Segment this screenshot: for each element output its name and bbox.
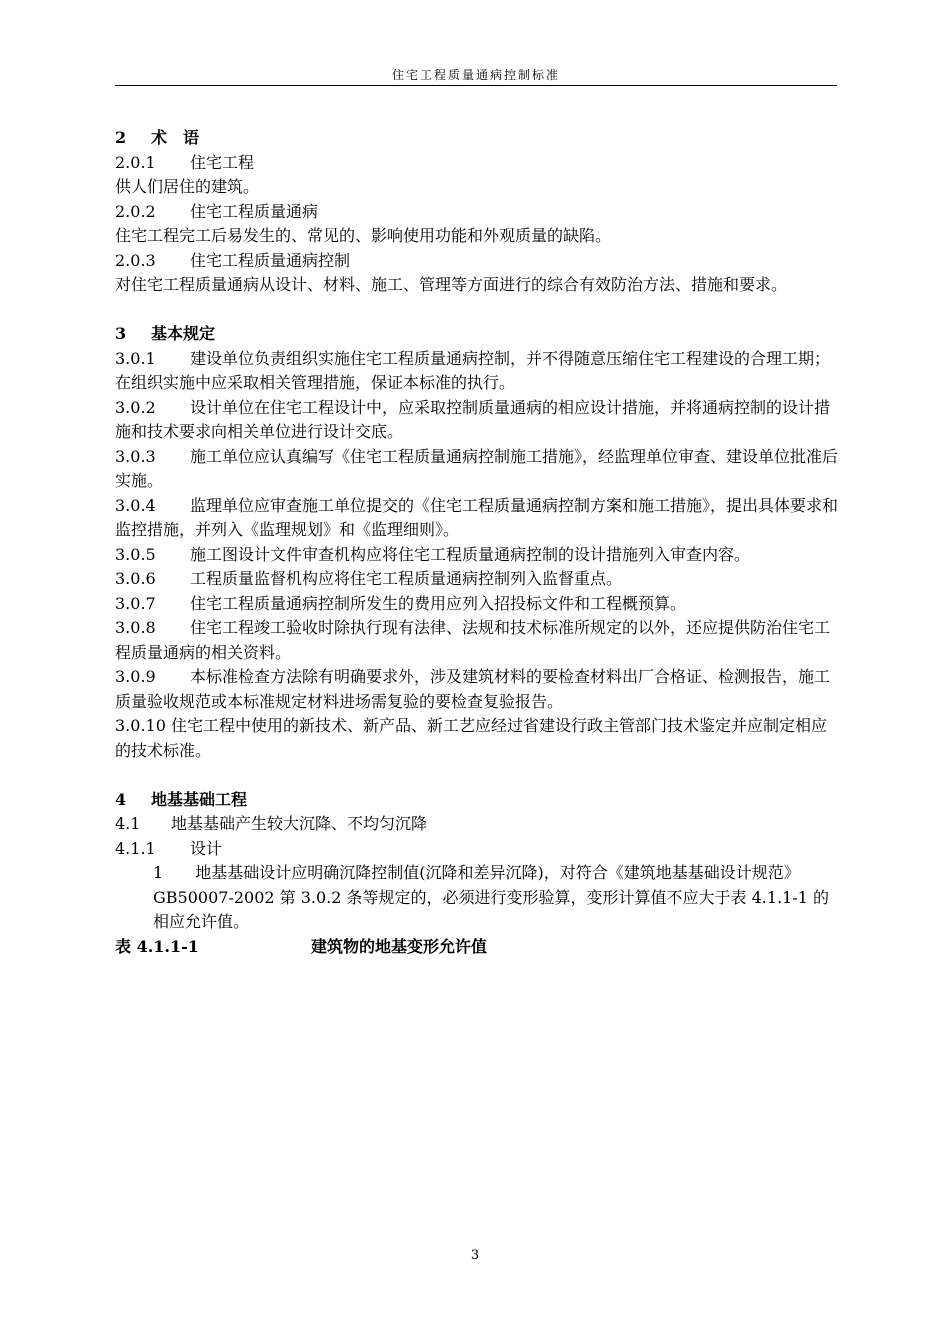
clause-term: 住宅工程质量通病控制 [190,250,351,270]
clause [115,567,840,592]
header-rule [115,85,837,86]
subsection-heading [115,837,840,862]
section-heading [115,322,840,347]
document-body [115,126,840,959]
clause-title [115,249,840,274]
section-title: 地基基础工程 [151,789,248,809]
clause-term: 住宅工程 [190,152,255,172]
page-number: 3 [470,1248,480,1263]
table-caption [115,935,840,960]
clause-text: 施工图设计文件审查机构应将住宅工程质量通病控制的设计措施列入审查内容。 [190,544,751,564]
section-title: 术 语 [151,128,200,147]
clause-definition: 住宅工程完工后易发生的、常见的、影响使用功能和外观质量的缺陷。 [115,226,612,245]
table-title: 建筑物的地基变形允许值 [311,936,488,956]
clause-number: 3.0.8 [115,618,156,637]
clause-text: 设计单位在住宅工程设计中，应采取控制质量通病的相应设计措施，并将通病控制的设计措施和技术要求向相关单位进行设计交底。 [115,397,831,441]
clause [115,665,840,714]
clause-text: 本标准检查方法除有明确要求外，涉及建筑材料的要检查材料出厂合格证、检测报告，施工质量验收规范或本标准规定材料进场需复验的要检查复验报告。 [115,667,831,711]
paragraph-number: 1 [153,863,164,882]
clause-number: 3.0.2 [115,397,156,417]
spacer [115,763,840,788]
section-heading [115,126,840,151]
clause-text: 建设单位负责组织实施住宅工程质量通病控制，并不得随意压缩住宅工程建设的合理工期；在组织实施中应采取相关管理措施，保证本标准的执行。 [115,348,831,392]
clause-number: 2.0.2 [115,201,156,221]
section-number: 4 [115,789,127,809]
clause-number: 3.0.10 [115,716,166,735]
clause-number: 2.0.1 [115,152,156,172]
paragraph-text: 地基基础设计应明确沉降控制值(沉降和差异沉降)，对符合《建筑地基基础设计规范》GB50007-2002 第 3.0.2 条等规定的，必须进行变形验算，变形计算值不应大于表 4.1.1-1 的相应允许值。 [153,863,830,931]
clause-text: 住宅工程中使用的新技术、新产品、新工艺应经过省建设行政主管部门技术鉴定并应制定相应的技术标准。 [115,716,828,760]
subsection-title: 地基基础产生较大沉降、不均匀沉降 [171,814,428,833]
clause-number: 2.0.3 [115,250,156,270]
clause [115,543,840,568]
clause [115,347,840,396]
subsection-heading [115,812,840,837]
table-number: 表 4.1.1-1 [115,936,199,956]
clause [115,714,840,763]
clause-number: 3.0.3 [115,446,156,466]
clause [115,494,840,543]
clause-title [115,151,840,176]
clause-number: 3.0.1 [115,348,156,368]
clause-term: 住宅工程质量通病 [190,201,319,221]
clause-text: 住宅工程质量通病控制所发生的费用应列入招投标文件和工程概预算。 [190,593,687,613]
subsection-number: 4.1.1 [115,838,156,858]
clause [115,616,840,665]
section-heading [115,788,840,813]
clause [115,592,840,617]
subsection-title: 设计 [190,838,223,858]
clause [115,445,840,494]
clause-number: 3.0.7 [115,593,156,613]
clause-definition: 对住宅工程质量通病从设计、材料、施工、管理等方面进行的综合有效防治方法、措施和要求。 [115,275,788,294]
section-number: 2 [115,128,127,147]
page-header: 住宅工程质量通病控制标准 [391,68,560,82]
subsection-number: 4.1 [115,814,141,833]
clause-number: 3.0.5 [115,544,156,564]
clause-text: 住宅工程竣工验收时除执行现有法律、法规和技术标准所规定的以外，还应提供防治住宅工程质量通病的相关资料。 [115,618,831,662]
clause-number: 3.0.4 [115,495,156,515]
clause-number: 3.0.9 [115,667,156,686]
numbered-paragraph [115,861,840,935]
section-number: 3 [115,324,127,343]
spacer [115,298,840,323]
section-title: 基本规定 [151,324,216,343]
clause-title [115,200,840,225]
clause-text: 施工单位应认真编写《住宅工程质量通病控制施工措施》，经监理单位审查、建设单位批准后实施。 [115,446,839,490]
clause-definition: 供人们居住的建筑。 [115,177,260,196]
clause-text: 工程质量监督机构应将住宅工程质量通病控制列入监督重点。 [190,569,623,588]
clause-number: 3.0.6 [115,569,156,588]
clause [115,396,840,445]
clause-text: 监理单位应审查施工单位提交的《住宅工程质量通病控制方案和施工措施》，提出具体要求和监控措施，并列入《监理规划》和《监理细则》。 [115,495,839,539]
